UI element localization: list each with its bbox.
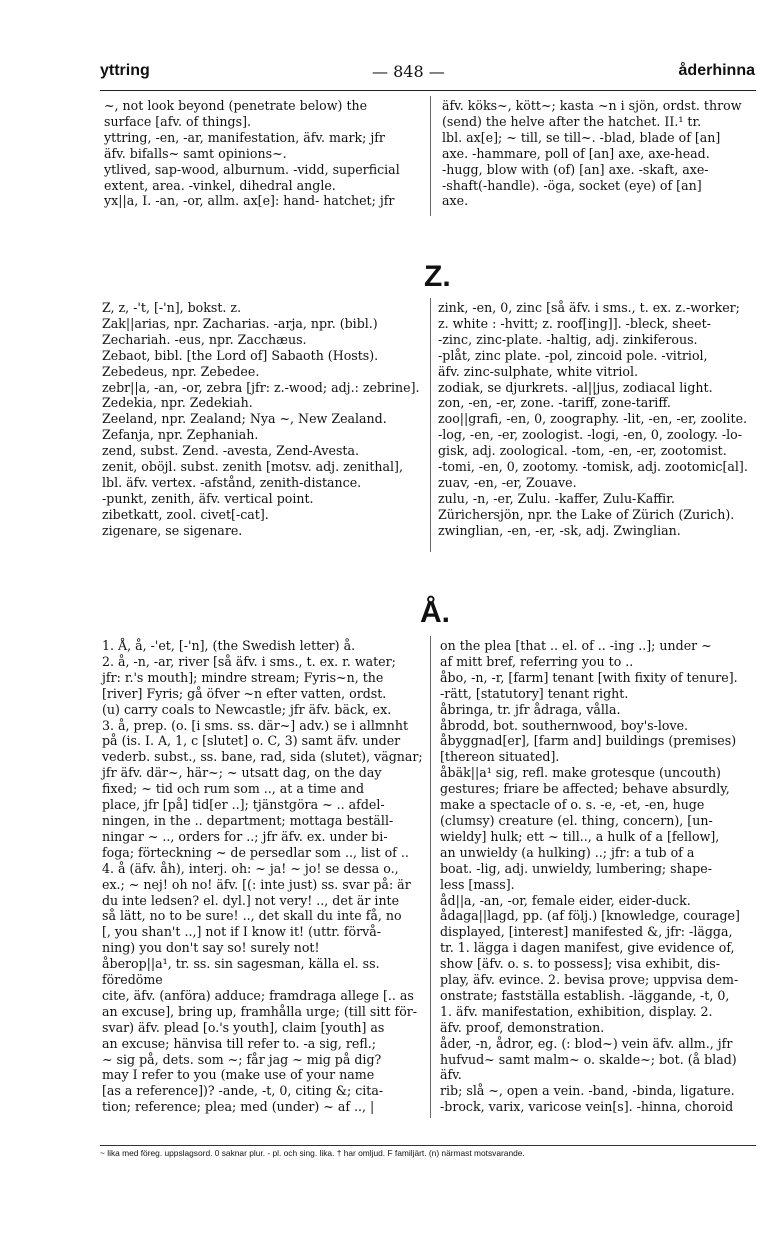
dictionary-line: äfv. bifalls~ samt opinions~.	[104, 145, 287, 161]
dictionary-line: foga; förteckning ~ de persedlar som .., list of ..	[102, 844, 409, 860]
dictionary-line: 3. å, prep. (o. [i sms. ss. där~] adv.) se i allmnht	[102, 717, 409, 733]
dictionary-line: 4. å (äfv. åh), interj. oh: ~ ja! ~ jo! se dessa o.,	[102, 860, 399, 876]
dictionary-line: vederb. subst., ss. bane, rad, sida (slutet), vägnar;	[102, 749, 423, 765]
dictionary-line: du inte ledsen? el. dyl.] not very! .., det är inte	[102, 892, 400, 908]
dictionary-line: fixed; ~ tid och rum som .., at a time and	[102, 781, 365, 797]
dictionary-line: äfv. köks~, kött~; kasta ~n i sjön, ordst. throw	[442, 98, 742, 113]
dictionary-line: zodiak, se djurkrets. -al||jus, zodiacal light.	[438, 379, 713, 395]
section-letter-aa: Å.	[420, 596, 450, 629]
dictionary-line: on the plea [that .. el. of .. -ing ..]; under ~	[440, 638, 712, 653]
dictionary-line: äfv. zinc-sulphate, white vitriol.	[438, 363, 638, 379]
dictionary-line: Zebaot, bibl. [the Lord of] Sabaoth (Hosts).	[102, 347, 379, 363]
dictionary-line: åbrodd, bot. southernwood, boy's-love.	[440, 717, 689, 733]
dictionary-line: 1. äfv. manifestation, exhibition, display. 2.	[440, 1003, 713, 1019]
dictionary-line: yttring, -en, -ar, manifestation, äfv. mark; jfr	[104, 129, 385, 145]
dictionary-line: zuav, -en, -er, Zouave.	[438, 474, 577, 490]
top-right-column	[442, 98, 758, 209]
dictionary-line: 1. Å, å, -'et, [-'n], (the Swedish letter) å.	[102, 638, 356, 653]
dictionary-line: gisk, adj. zoological. -tom, -en, -er, zootomist.	[438, 443, 727, 459]
dictionary-line: åd||a, -an, -or, female eider, eider-duck.	[440, 892, 691, 908]
dictionary-line: zink, -en, 0, zinc [så äfv. i sms., t. ex. z.-worker;	[438, 300, 740, 315]
dictionary-line: zoo||grafi, -en, 0, zoography. -lit, -en, -er, zoolite.	[438, 411, 748, 427]
dictionary-line: -zinc, zinc-plate. -haltig, adj. zinkiferous.	[438, 331, 698, 347]
dictionary-line: ~ sig på, dets. som ~; får jag ~ mig på dig?	[102, 1051, 382, 1067]
dictionary-line: Zeeland, npr. Zealand; Nya ~, New Zealand.	[102, 411, 387, 427]
dictionary-line: ådaga||lagd, pp. (af följ.) [knowledge, courage]	[440, 908, 740, 924]
guide-word-right: åderhinna	[678, 62, 755, 79]
column-divider-aa	[430, 636, 431, 1118]
dictionary-line: tion; reference; plea; med (under) ~ af .., |	[102, 1099, 375, 1115]
dictionary-line: ningen, in the .. department; mottaga beställ-	[102, 812, 394, 828]
dictionary-line: zenit, oböjl. subst. zenith [motsv. adj. zenithal],	[102, 459, 403, 475]
dictionary-line: Zak||arias, npr. Zacharias. -arja, npr. (bibl.)	[102, 315, 378, 331]
dictionary-line: [thereon situated].	[440, 749, 560, 765]
dictionary-line: så lätt, no to be sure! .., det skall du inte få, no	[102, 908, 402, 924]
dictionary-line: ex.; ~ nej! oh no! äfv. [(: inte just) ss. svar på: är	[102, 876, 411, 892]
dictionary-line: make a spectacle of o. s. -e, -et, -en, huge	[440, 797, 705, 813]
aa-left-column	[102, 638, 424, 1115]
guide-word-left: yttring	[100, 62, 150, 79]
dictionary-line: less [mass].	[440, 876, 515, 892]
top-left-column	[104, 98, 422, 209]
dictionary-line: -tomi, -en, 0, zootomy. -tomisk, adj. zootomic[al].	[438, 459, 748, 475]
dictionary-line: Zürichersjön, npr. the Lake of Zürich (Zurich).	[438, 506, 735, 522]
dictionary-line: svar) äfv. plead [o.'s youth], claim [youth] as	[102, 1019, 385, 1035]
dictionary-line: 2. å, -n, -ar, river [så äfv. i sms., t. ex. r. water;	[102, 653, 396, 669]
dictionary-line: axe. -hammare, poll of [an] axe, axe-head.	[442, 145, 710, 161]
dictionary-line: z. white : -hvitt; z. roof[ing]]. -bleck, sheet-	[438, 315, 711, 331]
column-divider-top	[430, 96, 431, 216]
dictionary-line: wieldy] hulk; ett ~ till.., a hulk of a [fellow],	[440, 828, 720, 844]
dictionary-line: axe.	[442, 193, 469, 209]
dictionary-line: zigenare, se sigenare.	[102, 522, 243, 538]
dictionary-line: äfv. proof, demonstration.	[440, 1019, 605, 1035]
dictionary-line: zebr||a, -an, -or, zebra [jfr: z.-wood; adj.: zebrine].	[102, 379, 420, 395]
dictionary-line: tr. 1. lägga i dagen manifest, give evidence of,	[440, 940, 735, 956]
dictionary-line: Zefanja, npr. Zephaniah.	[102, 427, 259, 443]
dictionary-line: zon, -en, -er, zone. -tariff, zone-tariff.	[438, 395, 671, 411]
dictionary-line: cite, äfv. (anföra) adduce; framdraga allege [.. as	[102, 987, 414, 1003]
dictionary-line: surface [afv. of things].	[104, 113, 251, 129]
dictionary-line: Z, z, -'t, [-'n], bokst. z.	[102, 300, 242, 315]
section-letter-z: Z.	[424, 260, 451, 293]
dictionary-line: -brock, varix, varicose vein[s]. -hinna, choroid	[440, 1099, 734, 1115]
dictionary-line: åberop||a¹, tr. ss. sin sagesman, källa el. ss. föredöme	[102, 956, 380, 988]
dictionary-line: jfr: r.'s mouth]; mindre stream; Fyris~n, the	[102, 669, 384, 685]
dictionary-line: an unwieldy (a hulking) ..; jfr: a tub of a	[440, 844, 695, 860]
dictionary-line: an excuse], bring up, framhålla urge; (till sitt för-	[102, 1003, 418, 1019]
dictionary-line: åbyggnad[er], [farm and] buildings (premises)	[440, 733, 737, 749]
dictionary-line: hufvud~ samt malm~ o. skalde~; bot. (å blad) äfv.	[440, 1051, 737, 1083]
dictionary-line: -punkt, zenith, äfv. vertical point.	[102, 490, 314, 506]
dictionary-line: -shaft(-handle). -öga, socket (eye) of [an]	[442, 177, 702, 193]
dictionary-line: place, jfr [på] tid[er ..]; tjänstgöra ~ .. afdel-	[102, 797, 385, 813]
aa-right-column	[440, 638, 758, 1115]
dictionary-line: onstrate; fastställa establish. -läggande, -t, 0,	[440, 987, 730, 1003]
dictionary-line: Zedekia, npr. Zedekiah.	[102, 395, 253, 411]
dictionary-line: displayed, [interest] manifested &, jfr: -lägga,	[440, 924, 733, 940]
dictionary-line: ning) you don't say so! surely not!	[102, 940, 320, 956]
dictionary-line: lbl. äfv. vertex. -afstånd, zenith-distance.	[102, 474, 362, 490]
dictionary-line: [river] Fyris; gå öfver ~n efter vatten, ordst.	[102, 685, 387, 701]
dictionary-line: extent, area. -vinkel, dihedral angle.	[104, 177, 336, 193]
dictionary-line: rib; slå ~, open a vein. -band, -binda, ligature.	[440, 1083, 735, 1099]
page-number: — 848 —	[372, 62, 445, 81]
dictionary-line: (clumsy) creature (el. thing, concern), [un-	[440, 812, 713, 828]
abbreviation-legend: ~ lika med föreg. uppslagsord. 0 saknar plur. - pl. och sing. lika. † har omljud. F familjärt. (n) närmast motsvarande.	[100, 1145, 756, 1158]
column-divider-z	[430, 298, 431, 552]
dictionary-line: [, you shan't ..,] not if I know it! (uttr. förvå-	[102, 924, 381, 940]
dictionary-line: gestures; friare be affected; behave absurdly,	[440, 781, 730, 797]
dictionary-line: ~, not look beyond (penetrate below) the	[104, 98, 368, 113]
dictionary-line: yx||a, I. -an, -or, allm. ax[e]: hand- hatchet; jfr	[104, 193, 395, 209]
dictionary-line: -rätt, [statutory] tenant right.	[440, 685, 629, 701]
dictionary-line: zwinglian, -en, -er, -sk, adj. Zwinglian.	[438, 522, 681, 538]
dictionary-line: zend, subst. Zend. -avesta, Zend-Avesta.	[102, 443, 360, 459]
dictionary-line: (send) the helve after the hatchet. II.¹ tr.	[442, 113, 702, 129]
dictionary-line: ningar ~ .., orders for ..; jfr äfv. ex. under bi-	[102, 828, 388, 844]
dictionary-line: åbo, -n, -r, [farm] tenant [with fixity of tenure].	[440, 669, 738, 685]
dictionary-line: zibetkatt, zool. civet[-cat].	[102, 506, 269, 522]
z-right-column	[438, 300, 758, 539]
dictionary-line: åbäk||a¹ sig, refl. make grotesque (uncouth)	[440, 765, 721, 781]
dictionary-line: -plåt, zinc plate. -pol, zincoid pole. -vitriol,	[438, 347, 708, 363]
dictionary-line: Zebedeus, npr. Zebedee.	[102, 363, 260, 379]
dictionary-line: åder, -n, ådror, eg. (: blod~) vein äfv. allm., jfr	[440, 1035, 733, 1051]
dictionary-line: -log, -en, -er, zoologist. -logi, -en, 0, zoology. -lo-	[438, 427, 742, 443]
dictionary-line: på (is. I. A, 1, c [slutet] o. C, 3) samt äfv. under	[102, 733, 401, 749]
dictionary-line: zulu, -n, -er, Zulu. -kaffer, Zulu-Kaffir.	[438, 490, 675, 506]
z-left-column	[102, 300, 424, 539]
dictionary-line: jfr äfv. där~, här~; ~ utsatt dag, on the day	[102, 765, 382, 781]
dictionary-line: åbringa, tr. jfr ådraga, vålla.	[440, 701, 621, 717]
running-header	[100, 62, 755, 88]
header-rule	[100, 90, 756, 91]
dictionary-line: -hugg, blow with (of) [an] axe. -skaft, axe-	[442, 161, 709, 177]
dictionary-line: may I refer to you (make use of your name	[102, 1067, 375, 1083]
dictionary-line: ytlived, sap-wood, alburnum. -vidd, superficial	[104, 161, 400, 177]
dictionary-line: show [äfv. o. s. to possess]; visa exhibit, dis-	[440, 956, 721, 972]
dictionary-line: af mitt bref, referring you to ..	[440, 653, 634, 669]
dictionary-line: play, äfv. evince. 2. bevisa prove; uppvisa dem-	[440, 972, 739, 988]
dictionary-line: lbl. ax[e]; ~ till, se till~. -blad, blade of [an]	[442, 129, 721, 145]
dictionary-line: [as a reference])? -ande, -t, 0, citing &; cita-	[102, 1083, 384, 1099]
dictionary-line: boat. -lig, adj. unwieldy, lumbering; shape-	[440, 860, 713, 876]
dictionary-line: Zechariah. -eus, npr. Zacchæus.	[102, 331, 307, 347]
dictionary-line: (u) carry coals to Newcastle; jfr äfv. bäck, ex.	[102, 701, 392, 717]
dictionary-line: an excuse; hänvisa till refer to. -a sig, refl.;	[102, 1035, 376, 1051]
